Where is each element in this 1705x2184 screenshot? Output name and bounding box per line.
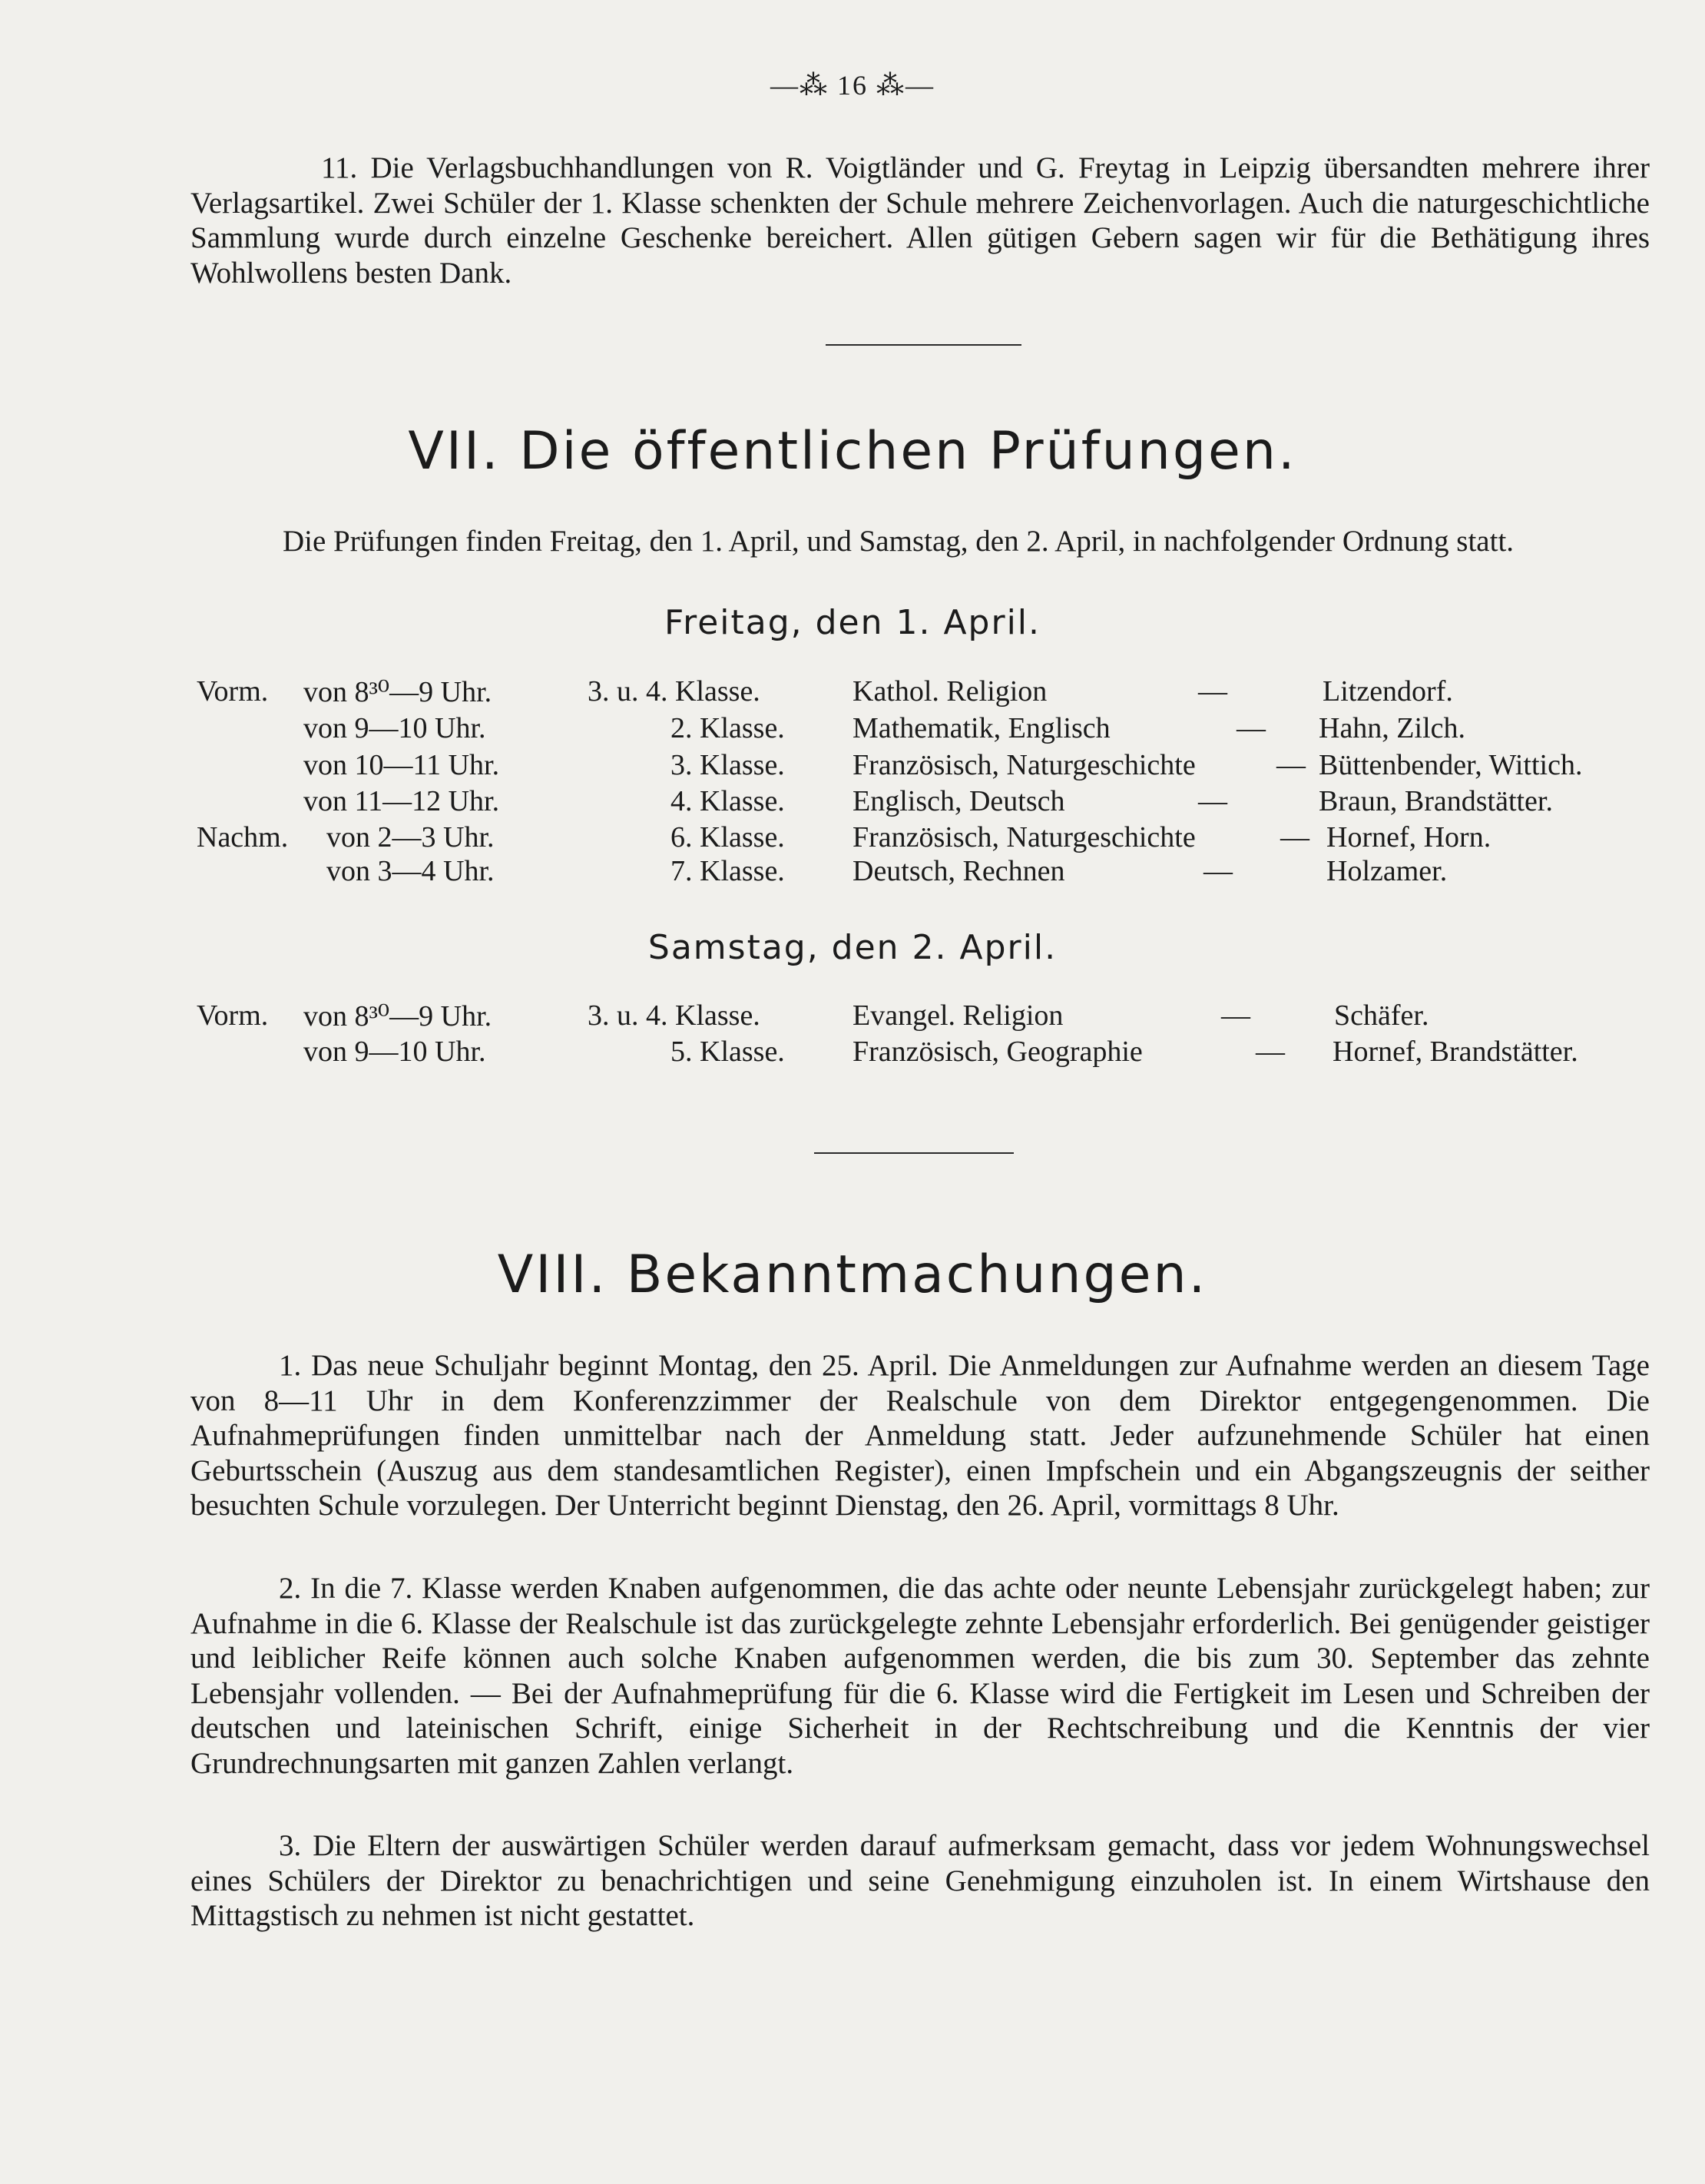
section8-heading: VIII. Bekanntmachungen. (497, 1244, 1208, 1305)
row-classes: 7. Klasse. (670, 855, 785, 887)
row-teacher: Büttenbender, Wittich. (1319, 749, 1583, 781)
row-subject: Kathol. Religion (852, 675, 1048, 708)
row-teacher: Hornef, Horn. (1326, 821, 1491, 853)
row-prefix: Vorm. (197, 999, 269, 1032)
row-dash: — (1198, 785, 1227, 817)
announcement-item-3: 3. Die Eltern der auswärtigen Schüler werden darauf aufmerksam gemacht, dass vor jedem Wohnungswechsel eines Schülers der Direktor zu benachrichtigen und seine Genehmigung einzuholen ist. In einem Wirtshause den Mittagstisch zu nehmen ist nicht gestattet. (190, 1829, 1650, 1932)
schedule-row (0, 854, 1705, 890)
row-subject: Englisch, Deutsch (852, 785, 1065, 817)
announcement-item-2: 2. In die 7. Klasse werden Knaben aufgenommen, die das achte oder neunte Lebensjahr zurückgelegt haben; zur Aufnahme in die 6. Klasse der Realschule ist das zurückgelegte zehnte Lebensjahr erforderlich. Bei genügender geistiger und leiblicher Reife können auch solche Knaben aufgenommen werden, die bis zum 30. September das zehnte Lebensjahr vollenden. — Bei der Aufnahmeprüfung für die 6. Klasse wird die Fertigkeit im Lesen und Schreiben der deutschen und lateinischen Schrift, einige Sicherheit in der Rechtschreibung und die Kenntnis der vier Grundrechnungsarten mit ganzen Zahlen verlangt. (190, 1572, 1650, 1780)
row-subject: Deutsch, Rechnen (852, 855, 1065, 887)
row-subject: Evangel. Religion (852, 999, 1064, 1032)
row-time: von 11—12 Uhr. (303, 785, 500, 817)
section-divider (814, 1152, 1014, 1154)
row-teacher: Holzamer. (1326, 855, 1448, 887)
row-subject: Mathematik, Englisch (852, 712, 1111, 744)
row-teacher: Hornef, Brandstätter. (1333, 1036, 1578, 1068)
row-classes: 2. Klasse. (670, 712, 785, 744)
row-dash: — (1276, 749, 1306, 781)
row-dash: — (1237, 712, 1266, 744)
row-time: von 8³⁰—9 Uhr. (303, 1000, 492, 1032)
row-subject: Französisch, Geographie (852, 1036, 1143, 1068)
section-divider (826, 344, 1021, 346)
schedule-row (0, 674, 1705, 710)
intro-paragraph: 11. Die Verlagsbuchhandlungen von R. Voigtländer und G. Freytag in Leipzig übersandten mehrere ihrer Verlagsartikel. Zwei Schüler der 1. Klasse schenkten der Schule mehrere Zeichenvorlagen. Auch die naturgeschichtliche Sammlung wurde durch einzelne Geschenke bereichert. Allen gütigen Gebern sagen wir für die Bethätigung ihres Wohlwollens besten Dank. (190, 151, 1650, 290)
row-time: von 9—10 Uhr. (303, 1036, 486, 1068)
row-time: von 10—11 Uhr. (303, 749, 500, 781)
schedule-row (0, 820, 1705, 856)
row-prefix: Nachm. (197, 821, 289, 853)
schedule-row (0, 748, 1705, 784)
row-teacher: Schäfer. (1334, 999, 1429, 1032)
row-dash: — (1198, 675, 1227, 708)
row-time: von 3—4 Uhr. (326, 855, 495, 887)
row-subject: Französisch, Naturgeschichte (852, 821, 1196, 853)
row-dash: — (1280, 821, 1309, 853)
section7-intro: Die Prüfungen finden Freitag, den 1. April, und Samstag, den 2. April, in nachfolgender Ordnung statt. (283, 525, 1515, 558)
row-teacher: Hahn, Zilch. (1319, 712, 1466, 744)
row-classes: 6. Klasse. (670, 821, 785, 853)
schedule-row (0, 1035, 1705, 1070)
row-classes: 4. Klasse. (670, 785, 785, 817)
schedule-row (0, 711, 1705, 747)
announcement-item-1: 1. Das neue Schuljahr beginnt Montag, den 25. April. Die Anmeldungen zur Aufnahme werden an diesem Tage von 8—11 Uhr in dem Konferenzzimmer der Realschule von dem Direktor entgegengenommen. Die Aufnahmeprüfungen finden unmittelbar nach der Anmeldung statt. Jeder aufzunehmende Schüler hat einen Geburtsschein (Auszug aus dem standesamtlichen Register), einen Impfschein und ein Abgangszeugnis der seither besuchten Schule vorzulegen. Der Unterricht beginnt Dienstag, den 26. April, vormittags 8 Uhr. (190, 1349, 1650, 1522)
row-dash: — (1256, 1036, 1285, 1068)
row-subject: Französisch, Naturgeschichte (852, 749, 1196, 781)
row-dash: — (1221, 999, 1250, 1032)
row-classes: 3. u. 4. Klasse. (588, 675, 760, 708)
row-time: von 2—3 Uhr. (326, 821, 495, 853)
page-number: —⁂ 16 ⁂— (770, 70, 935, 101)
row-teacher: Litzendorf. (1323, 675, 1453, 708)
day-heading-saturday: Samstag, den 2. April. (647, 928, 1058, 967)
section7-heading: VII. Die öffentlichen Prüfungen. (408, 421, 1297, 482)
schedule-row (0, 784, 1705, 820)
row-time: von 8³⁰—9 Uhr. (303, 676, 492, 708)
row-teacher: Braun, Brandstätter. (1319, 785, 1553, 817)
day-heading-friday: Freitag, den 1. April. (664, 603, 1041, 642)
row-dash: — (1203, 855, 1233, 887)
row-classes: 3. Klasse. (670, 749, 785, 781)
row-prefix: Vorm. (197, 675, 269, 708)
row-time: von 9—10 Uhr. (303, 712, 486, 744)
schedule-row (0, 999, 1705, 1034)
row-classes: 3. u. 4. Klasse. (588, 999, 760, 1032)
row-classes: 5. Klasse. (670, 1036, 785, 1068)
